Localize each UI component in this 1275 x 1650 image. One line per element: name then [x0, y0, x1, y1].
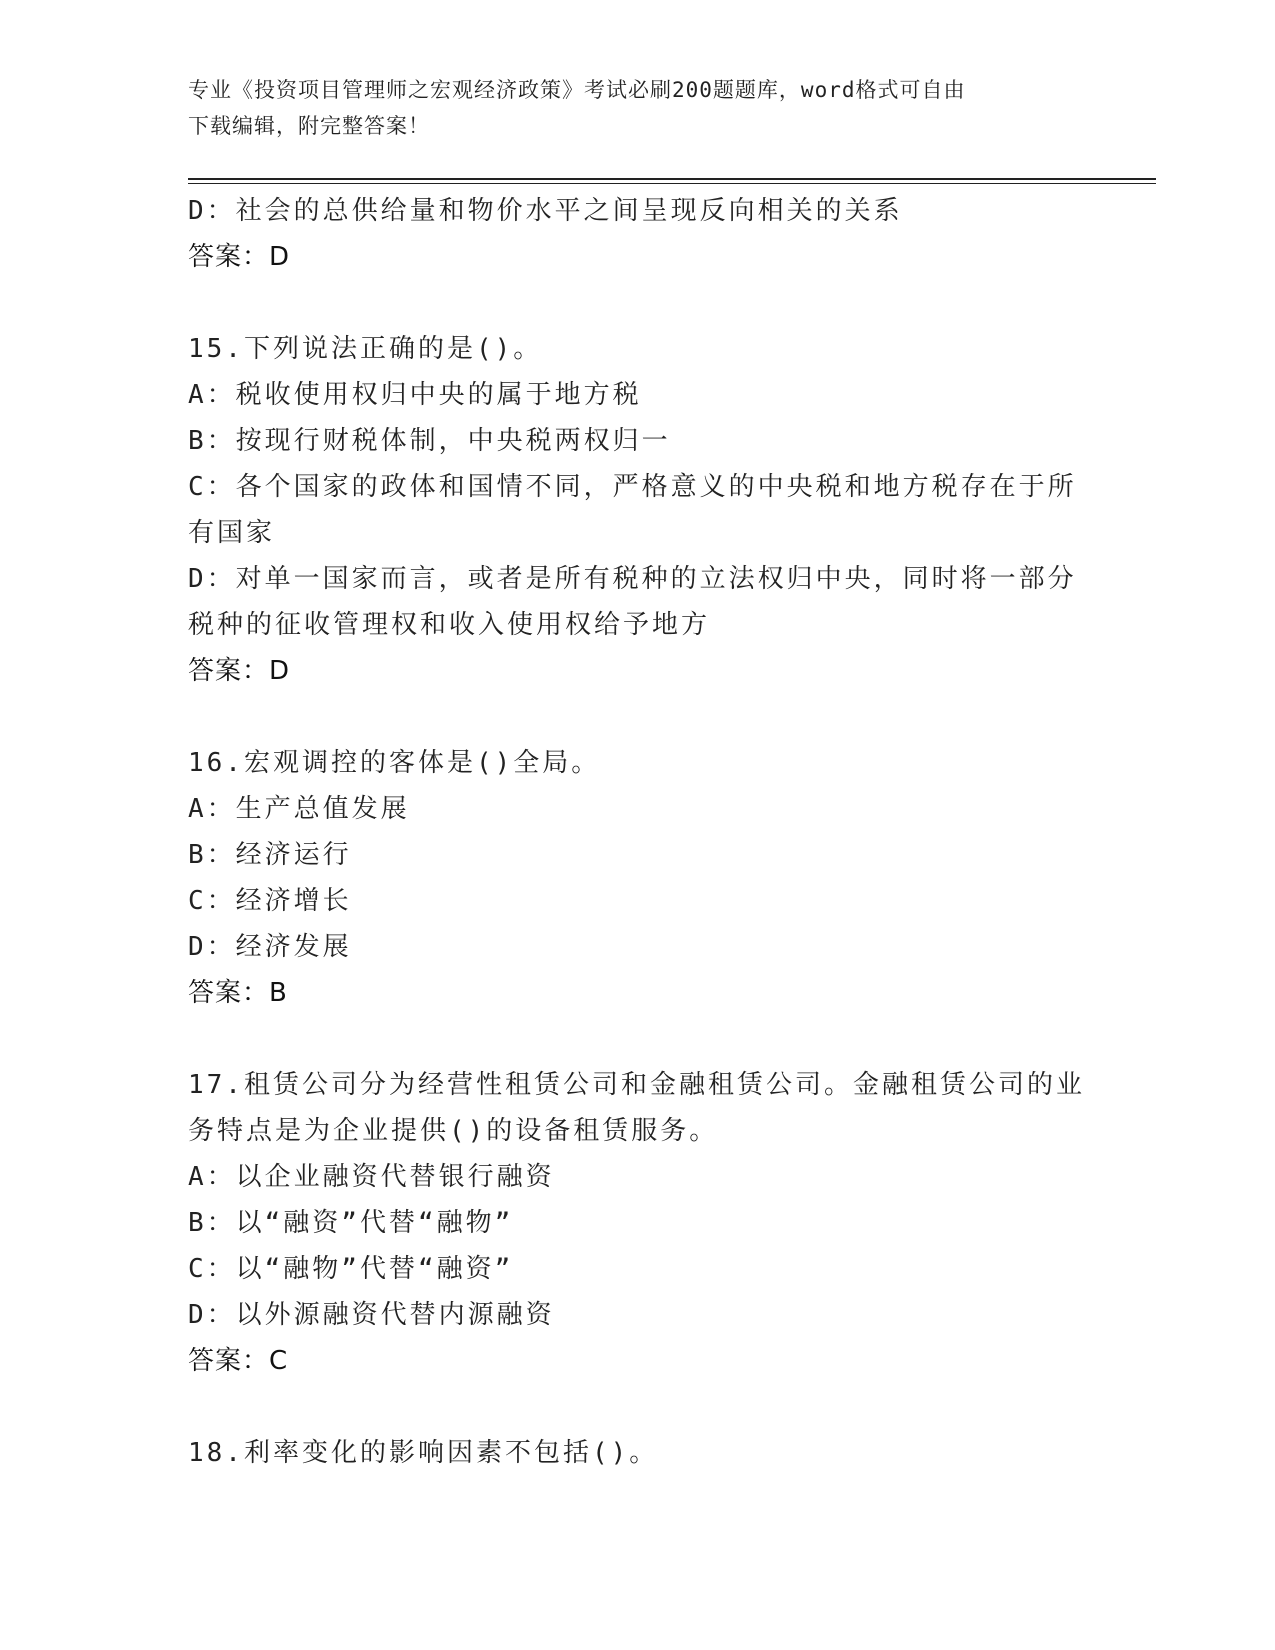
option-d: D：以外源融资代替内源融资	[188, 1300, 555, 1330]
spacer	[188, 280, 1078, 326]
answer-line: 答案：B	[188, 978, 288, 1008]
option-b: B：经济运行	[188, 840, 352, 870]
option-d-line-1: D：对单一国家而言，或者是所有税种的立法权归中央，同时将一部分	[188, 564, 1077, 594]
spacer	[188, 1016, 1078, 1062]
answer-line: 答案：C	[188, 1346, 289, 1376]
question-18	[188, 1430, 1078, 1476]
option-b: B：按现行财税体制，中央税两权归一	[188, 426, 671, 456]
header-line-2: 下载编辑，附完整答案！	[188, 114, 430, 138]
question-17	[188, 1062, 1085, 1384]
option-a: A：税收使用权归中央的属于地方税	[188, 380, 642, 410]
question-stem: 16.宏观调控的客体是()全局。	[188, 748, 601, 778]
option-c-line-2: 有国家	[188, 518, 276, 548]
option-d-line-2: 税种的征收管理权和收入使用权给予地方	[188, 610, 711, 640]
option-d: D：社会的总供给量和物价水平之间呈现反向相关的关系	[188, 196, 903, 226]
answer-line: 答案：D	[188, 656, 291, 686]
question-stem: 15.下列说法正确的是()。	[188, 334, 543, 364]
document-header	[188, 72, 1088, 144]
option-b: B：以“融资”代替“融物”	[188, 1208, 514, 1238]
question-14-tail	[188, 188, 1078, 280]
question-stem: 18.利率变化的影响因素不包括()。	[188, 1438, 659, 1468]
question-list	[188, 188, 1085, 1476]
answer-line: 答案：D	[188, 242, 291, 272]
question-stem-line-2: 务特点是为企业提供()的设备租赁服务。	[188, 1116, 719, 1146]
option-c: C：以“融物”代替“融资”	[188, 1254, 514, 1284]
question-stem-line-1: 17.租赁公司分为经营性租赁公司和金融租赁公司。金融租赁公司的业	[188, 1070, 1085, 1100]
option-a: A：生产总值发展	[188, 794, 410, 824]
option-c-line-1: C：各个国家的政体和国情不同，严格意义的中央税和地方税存在于所	[188, 472, 1077, 502]
spacer	[188, 694, 1078, 740]
header-line-1: 专业《投资项目管理师之宏观经济政策》考试必刷200题题库，word格式可自由	[188, 78, 966, 102]
header-rule-thick	[188, 178, 1156, 180]
option-d: D：经济发展	[188, 932, 352, 962]
option-c: C：经济增长	[188, 886, 352, 916]
question-15	[188, 326, 1078, 694]
header-rule-thin	[188, 183, 1156, 184]
option-a: A：以企业融资代替银行融资	[188, 1162, 555, 1192]
spacer	[188, 1384, 1078, 1430]
question-16	[188, 740, 1078, 1016]
